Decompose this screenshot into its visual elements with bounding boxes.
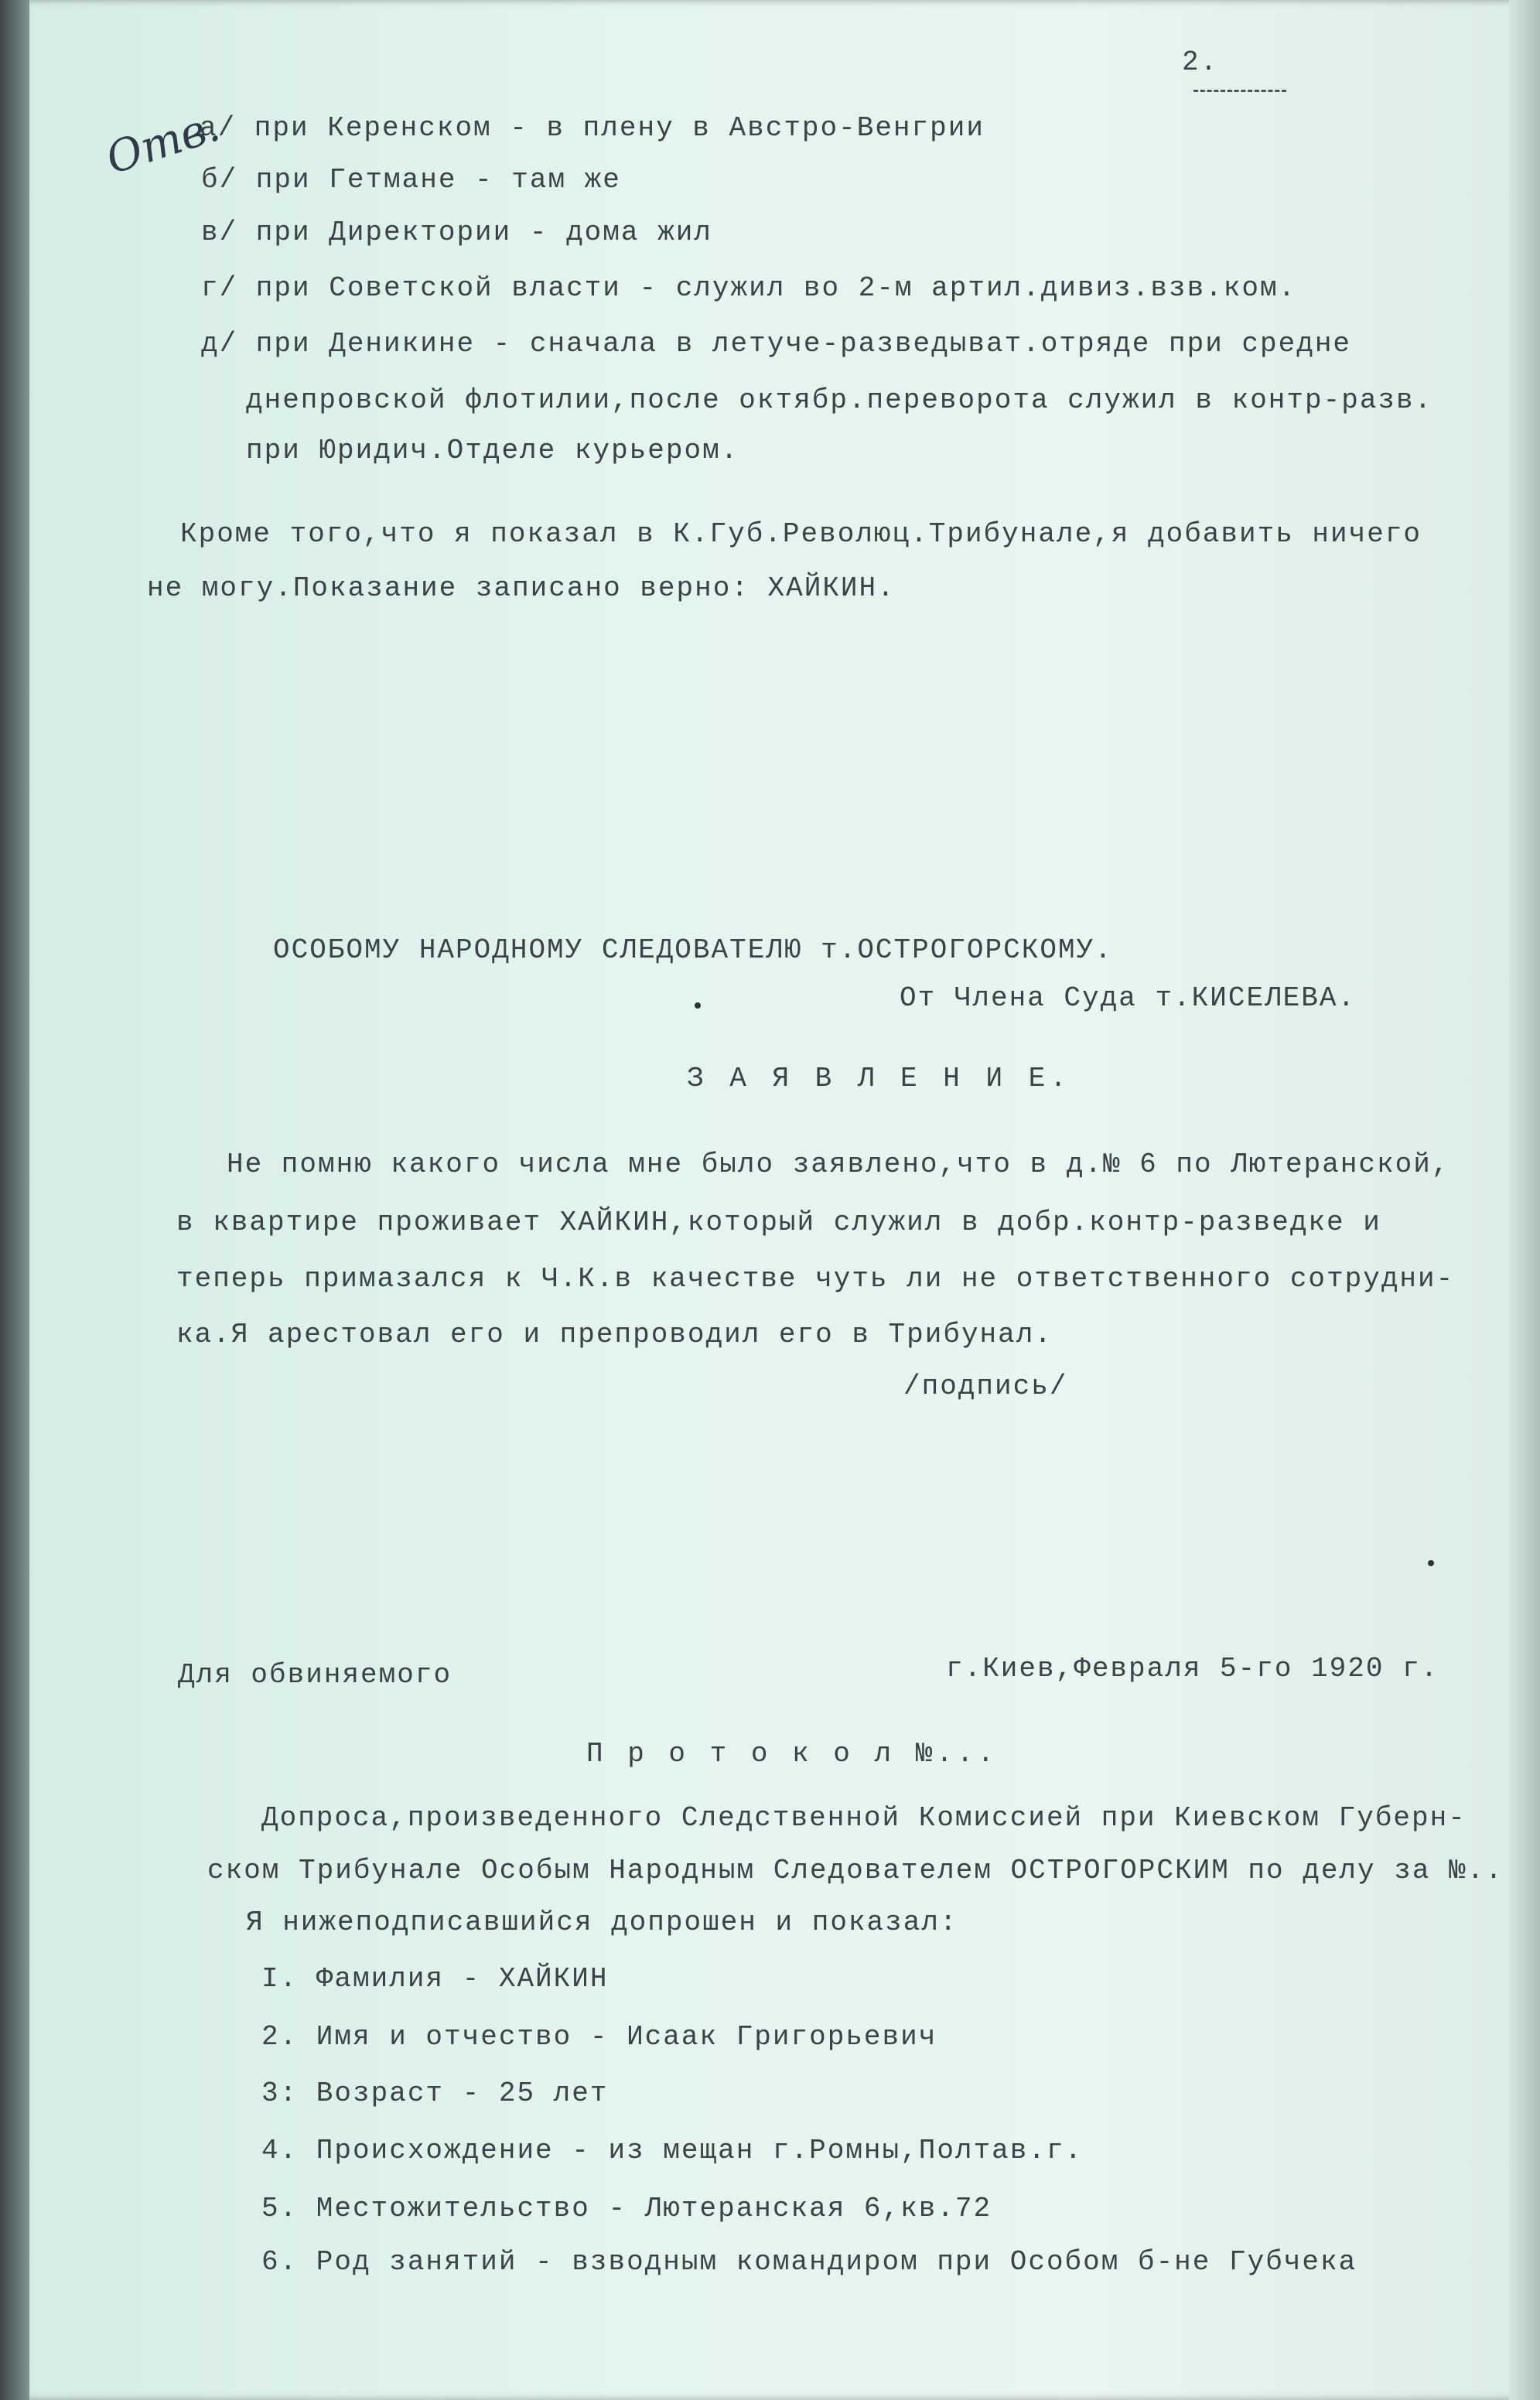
statement-title: З А Я В Л Е Н И Е.	[687, 1063, 1071, 1094]
item-residence: 5. Местожительство - Лютеранская 6,кв.72	[261, 2193, 992, 2224]
line-denikin: д/ при Деникине - сначала в летуче-разведыват.отряде при средне	[201, 328, 1352, 360]
ink-dot	[1428, 1560, 1434, 1566]
item-origin: 4. Происхождение - из мещан г.Ромны,Полтав.г.	[261, 2135, 1084, 2166]
document-page	[29, 0, 1540, 2400]
addressee: ОСОБОМУ НАРОДНОМУ СЛЕДОВАТЕЛЮ т.ОСТРОГОРСКОМУ.	[273, 934, 1113, 966]
line-soviet: г/ при Советской власти - служил во 2-м артил.дивиз.взв.ком.	[201, 272, 1297, 304]
ink-dot	[695, 1002, 701, 1009]
line-testimony-correct: не могу.Показание записано верно: ХАЙКИН.	[147, 572, 896, 604]
statement-line-4: ка.Я арестовал его и препроводил его в Трибунал.	[176, 1319, 1053, 1350]
date-place: г.Киев,Февраля 5-го 1920 г.	[946, 1653, 1439, 1685]
for-accused-label: Для обвиняемого	[178, 1659, 452, 1691]
protocol-title: П р о т о к о л №...	[586, 1738, 999, 1770]
item-name: 2. Имя и отчество - Исаак Григорьевич	[261, 2021, 937, 2053]
line-besides: Кроме того,что я показал в К.Губ.Революц.Трибунале,я добавить ничего	[180, 518, 1422, 550]
protocol-line-2: ском Трибунале Особым Народным Следователем ОСТРОГОРСКИМ по делу за №..	[207, 1855, 1504, 1886]
protocol-line-3: Я нижеподписавшийся допрошен и показал:	[246, 1907, 958, 1938]
page-number: 2.	[1182, 46, 1219, 78]
line-directory: в/ при Директории - дома жил	[201, 217, 712, 248]
line-kerensky: а/ при Керенском - в плену в Австро-Венгрии	[200, 112, 985, 144]
line-dnieper: днепровской флотилии,после октябр.переворота служил в контр-разв.	[246, 384, 1433, 416]
sender: От Члена Суда т.КИСЕЛЕВА.	[900, 982, 1357, 1014]
signature-placeholder: /подпись/	[903, 1371, 1068, 1402]
statement-line-1: Не помню какого числа мне было заявлено,что в д.№ 6 по Лютеранской,	[227, 1149, 1450, 1180]
statement-line-2: в квартире проживает ХАЙКИН,который служил в добр.контр-разведке и	[176, 1207, 1381, 1238]
item-occupation: 6. Род занятий - взводным командиром при Особом б-не Губчека	[261, 2246, 1357, 2278]
page-right-shadow	[1509, 0, 1540, 2400]
item-age: 3: Возраст - 25 лет	[261, 2077, 609, 2109]
line-hetman: б/ при Гетмане - там же	[201, 164, 621, 196]
protocol-line-1: Допроса,произведенного Следственной Комиссией при Киевском Губерн-	[261, 1802, 1467, 1834]
line-courier: при Юридич.Отделе курьером.	[246, 435, 739, 466]
item-surname: I. Фамилия - ХАЙКИН	[261, 1963, 609, 1995]
handwritten-margin-note: Отв.	[100, 101, 226, 185]
page-number-underline	[1193, 90, 1286, 92]
statement-line-3: теперь примазался к Ч.К.в качестве чуть ли не ответственного сотрудни-	[176, 1263, 1455, 1295]
